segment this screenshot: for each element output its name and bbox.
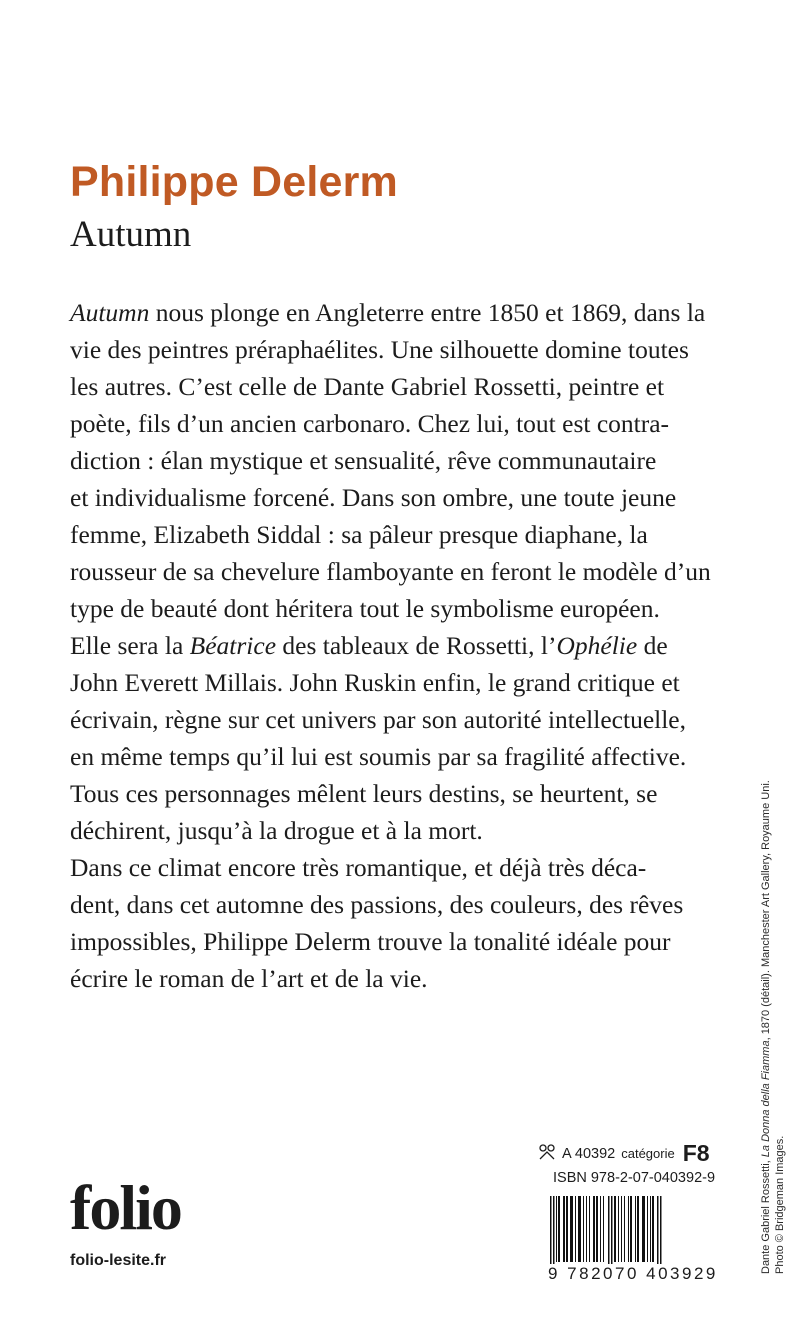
blurb-line (70, 553, 711, 590)
barcode-bar (637, 1196, 639, 1262)
catalog-number: A 40392 (562, 1145, 616, 1162)
credit-line (774, 714, 788, 1274)
text-run: Dans ce climat encore très romantique, et déjà très déca- (70, 853, 647, 882)
text-run: Dante Gabriel Rossetti, (760, 1157, 772, 1274)
barcode-bar (566, 1196, 568, 1262)
category-label: catégorie (621, 1146, 675, 1161)
publisher-logo: folio (70, 1172, 181, 1243)
barcode-bar (618, 1196, 619, 1262)
barcode-bar (570, 1196, 573, 1262)
barcode-bar (650, 1196, 651, 1262)
blurb-line (70, 294, 711, 331)
back-cover-blurb (70, 294, 711, 997)
text-run: femme, Elizabeth Siddal : sa pâleur presque diaphane, la (70, 520, 648, 549)
barcode-bar (611, 1196, 613, 1266)
text-run: Elle sera la (70, 631, 190, 660)
italic-text: La Donna della Fiamma (760, 1040, 772, 1158)
barcode-bar (575, 1196, 576, 1262)
category-code: F8 (682, 1140, 710, 1166)
barcode-bar (608, 1196, 610, 1266)
barcode-bar (593, 1196, 595, 1262)
barcode-bar (586, 1196, 587, 1262)
blurb-line (70, 923, 711, 960)
barcode-bar (635, 1196, 636, 1262)
text-run: écrivain, règne sur cet univers par son autorité intellectuelle, (70, 705, 686, 734)
barcode-bar (558, 1196, 560, 1262)
blurb-line (70, 368, 711, 405)
credit-line (760, 714, 774, 1274)
blurb-line (70, 738, 711, 775)
isbn: ISBN 978-2-07-040392-9 (553, 1170, 716, 1186)
text-run: en même temps qu’il lui est soumis par sa fragilité affective. (70, 742, 687, 771)
text-run: Tous ces personnages mêlent leurs destins, se heurtent, se (70, 779, 658, 808)
blurb-line (70, 405, 711, 442)
barcode-bar (642, 1196, 645, 1262)
barcode-bar (603, 1196, 604, 1262)
text-run: John Everett Millais. John Ruskin enfin, le grand critique et (70, 668, 680, 697)
italic-text: Ophélie (556, 631, 638, 660)
text-run: impossibles, Philippe Delerm trouve la tonalité idéale pour (70, 927, 671, 956)
barcode-digits: 9 782070 403929 (548, 1264, 720, 1284)
barcode (548, 1196, 720, 1288)
barcode-bar (647, 1196, 648, 1262)
blurb-line (70, 664, 711, 701)
barcode-bar (624, 1196, 625, 1262)
gallimard-logo-icon (538, 1144, 556, 1163)
blurb-line (70, 960, 711, 997)
barcode-bar (583, 1196, 584, 1262)
text-run: écrire le roman de l’art et de la vie. (70, 964, 428, 993)
text-run: des tableaux de Rossetti, l’ (276, 631, 557, 660)
barcode-bar (628, 1196, 629, 1262)
text-run: de (637, 631, 668, 660)
italic-text: Béatrice (189, 631, 277, 660)
text-run: déchirent, jusqu’à la drogue et à la mort. (70, 816, 483, 845)
barcode-bar (621, 1196, 622, 1262)
text-run: les autres. C’est celle de Dante Gabriel Rossetti, peintre et (70, 372, 665, 401)
text-run: et individualisme forcené. Dans son ombre, une toute jeune (70, 483, 677, 512)
barcode-bar (652, 1196, 654, 1262)
barcode-bar (550, 1196, 552, 1266)
catalog-info (538, 1140, 710, 1167)
text-run: diction : élan mystique et sensualité, rêve communautaire (70, 446, 657, 475)
barcode-bar (589, 1196, 590, 1262)
blurb-line (70, 331, 711, 368)
text-run: , 1870 (détail). Manchester Art Gallery, Royaume Uni. (760, 780, 772, 1041)
barcode-bar (657, 1196, 659, 1266)
text-run: type de beauté dont héritera tout le symbolisme européen. (70, 594, 660, 623)
text-run: rousseur de sa chevelure flamboyante en feront le modèle d’un (70, 557, 711, 586)
blurb-line (70, 627, 711, 664)
text-run: dent, dans cet automne des passions, des couleurs, des rêves (70, 890, 684, 919)
barcode-bar (556, 1196, 557, 1262)
barcode-bar (553, 1196, 555, 1266)
barcode-bar (600, 1196, 601, 1262)
blurb-line (70, 590, 711, 627)
blurb-line (70, 775, 711, 812)
barcode-bar (614, 1196, 616, 1262)
blurb-line (70, 849, 711, 886)
blurb-line (70, 442, 711, 479)
blurb-line (70, 812, 711, 849)
blurb-line (70, 479, 711, 516)
text-run: nous plonge en Angleterre entre 1850 et 1869, dans la (149, 298, 706, 327)
italic-text: Autumn (70, 298, 150, 327)
author-name: Philippe Delerm (70, 158, 398, 206)
blurb-line (70, 516, 711, 553)
publisher-website: folio-lesite.fr (70, 1252, 167, 1269)
barcode-bar (630, 1196, 632, 1262)
text-run: vie des peintres préraphaélites. Une silhouette domine toutes (70, 335, 689, 364)
blurb-line (70, 701, 711, 738)
text-run: Photo © Bridgeman Images. (773, 1135, 786, 1274)
book-title: Autumn (70, 214, 192, 255)
barcode-bar (563, 1196, 565, 1262)
barcode-bar (578, 1196, 581, 1262)
blurb-line (70, 886, 711, 923)
barcode-bar (660, 1196, 662, 1266)
barcode-bar (596, 1196, 598, 1262)
image-credit (760, 714, 787, 1274)
barcode-icon (548, 1196, 720, 1266)
text-run: poète, fils d’un ancien carbonaro. Chez lui, tout est contra- (70, 409, 670, 438)
